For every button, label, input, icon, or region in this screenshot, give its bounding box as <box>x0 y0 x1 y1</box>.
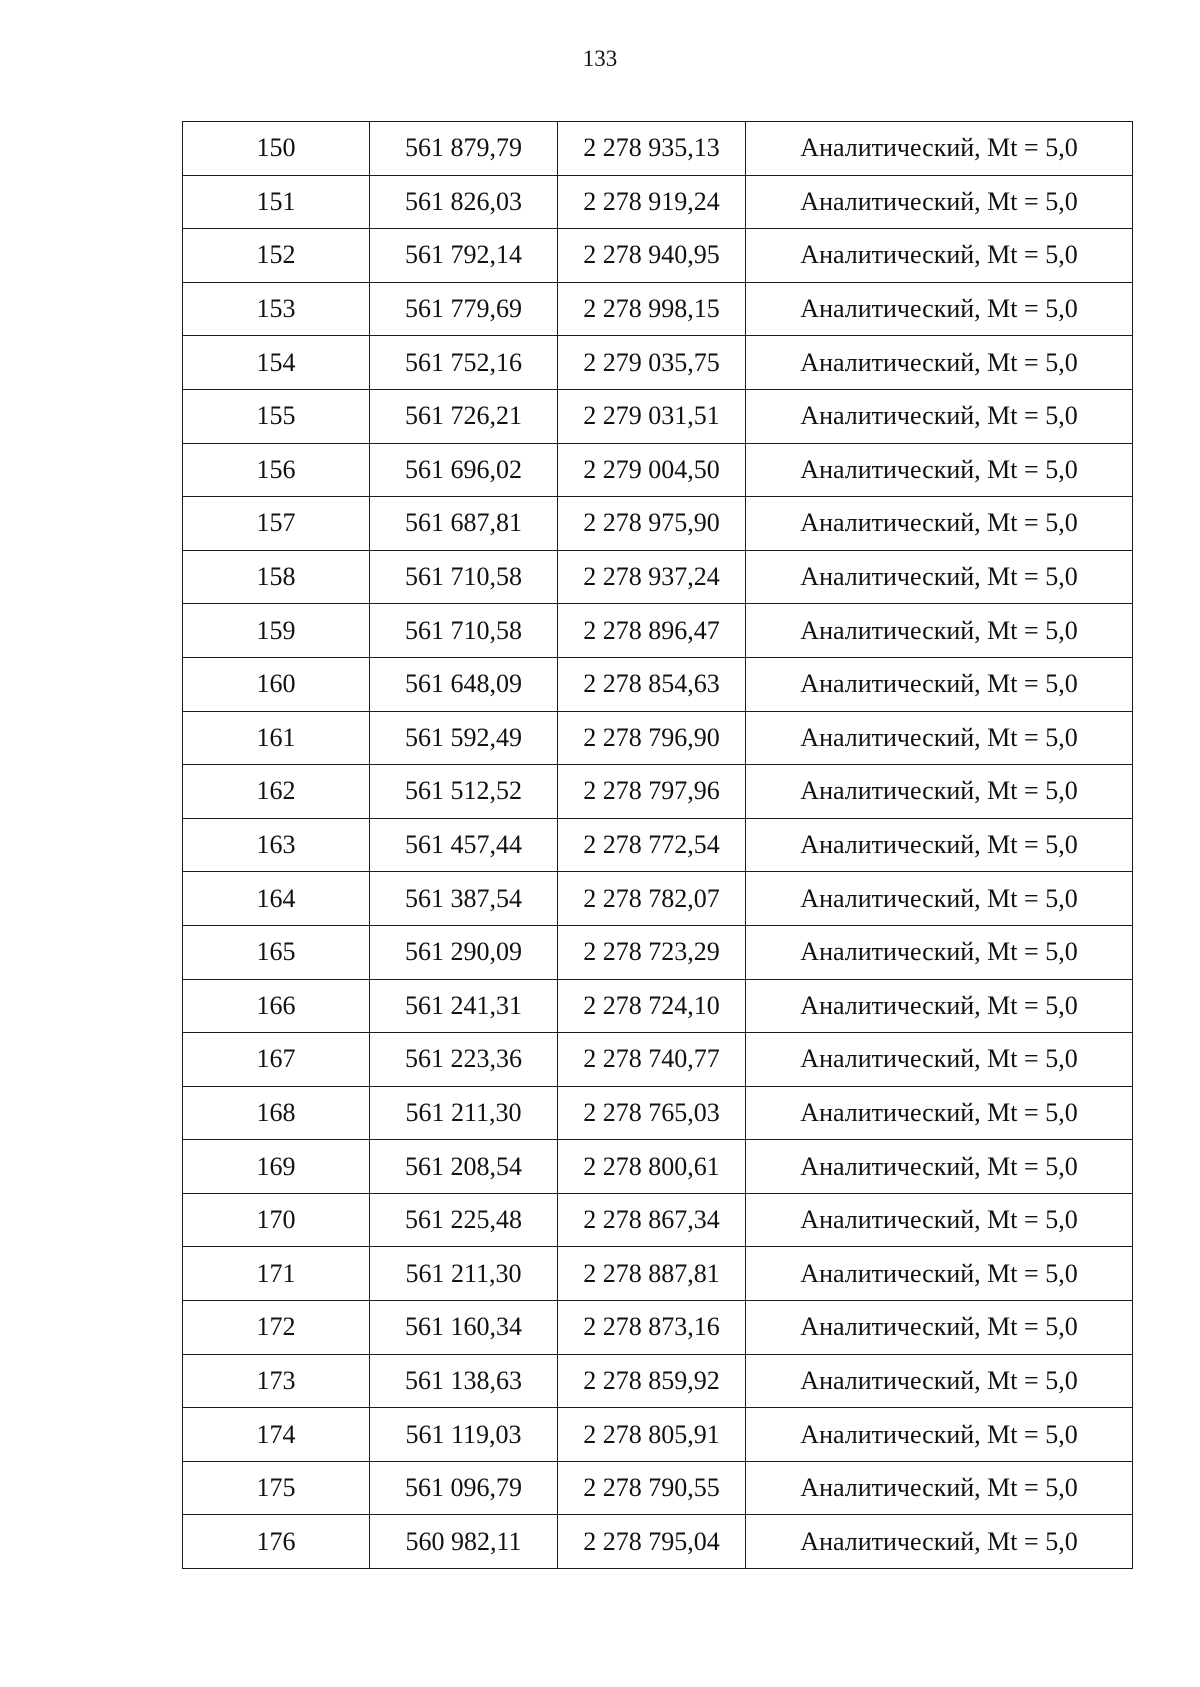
table-row <box>183 604 1133 658</box>
y-coordinate-cell: 2 278 896,47 <box>558 604 746 658</box>
y-coordinate-cell: 2 279 035,75 <box>558 336 746 390</box>
table-row <box>183 1301 1133 1355</box>
method-cell: Аналитический, Mt = 5,0 <box>746 1461 1133 1515</box>
y-coordinate-cell: 2 278 805,91 <box>558 1408 746 1462</box>
x-coordinate-cell: 561 512,52 <box>370 765 558 819</box>
table-row <box>183 1247 1133 1301</box>
table-row <box>183 389 1133 443</box>
y-coordinate-cell: 2 278 782,07 <box>558 872 746 926</box>
y-coordinate-cell: 2 278 998,15 <box>558 282 746 336</box>
x-coordinate-cell: 561 710,58 <box>370 604 558 658</box>
x-coordinate-cell: 561 290,09 <box>370 925 558 979</box>
x-coordinate-cell: 561 387,54 <box>370 872 558 926</box>
y-coordinate-cell: 2 278 772,54 <box>558 818 746 872</box>
x-coordinate-cell: 561 792,14 <box>370 229 558 283</box>
x-coordinate-cell: 560 982,11 <box>370 1515 558 1569</box>
table-row <box>183 336 1133 390</box>
method-cell: Аналитический, Mt = 5,0 <box>746 1033 1133 1087</box>
point-number-cell: 171 <box>183 1247 370 1301</box>
method-cell: Аналитический, Mt = 5,0 <box>746 1301 1133 1355</box>
y-coordinate-cell: 2 278 800,61 <box>558 1140 746 1194</box>
y-coordinate-cell: 2 279 004,50 <box>558 443 746 497</box>
x-coordinate-cell: 561 826,03 <box>370 175 558 229</box>
point-number-cell: 168 <box>183 1086 370 1140</box>
method-cell: Аналитический, Mt = 5,0 <box>746 979 1133 1033</box>
point-number-cell: 155 <box>183 389 370 443</box>
y-coordinate-cell: 2 278 797,96 <box>558 765 746 819</box>
x-coordinate-cell: 561 096,79 <box>370 1461 558 1515</box>
x-coordinate-cell: 561 241,31 <box>370 979 558 1033</box>
x-coordinate-cell: 561 687,81 <box>370 497 558 551</box>
method-cell: Аналитический, Mt = 5,0 <box>746 711 1133 765</box>
point-number-cell: 172 <box>183 1301 370 1355</box>
point-number-cell: 157 <box>183 497 370 551</box>
table-row <box>183 175 1133 229</box>
method-cell: Аналитический, Mt = 5,0 <box>746 1354 1133 1408</box>
point-number-cell: 170 <box>183 1193 370 1247</box>
method-cell: Аналитический, Mt = 5,0 <box>746 1247 1133 1301</box>
x-coordinate-cell: 561 696,02 <box>370 443 558 497</box>
table-row <box>183 122 1133 176</box>
method-cell: Аналитический, Mt = 5,0 <box>746 872 1133 926</box>
method-cell: Аналитический, Mt = 5,0 <box>746 604 1133 658</box>
method-cell: Аналитический, Mt = 5,0 <box>746 175 1133 229</box>
y-coordinate-cell: 2 278 887,81 <box>558 1247 746 1301</box>
table-row <box>183 1086 1133 1140</box>
point-number-cell: 175 <box>183 1461 370 1515</box>
table-row <box>183 872 1133 926</box>
x-coordinate-cell: 561 138,63 <box>370 1354 558 1408</box>
point-number-cell: 152 <box>183 229 370 283</box>
y-coordinate-cell: 2 278 724,10 <box>558 979 746 1033</box>
method-cell: Аналитический, Mt = 5,0 <box>746 765 1133 819</box>
point-number-cell: 165 <box>183 925 370 979</box>
y-coordinate-cell: 2 278 859,92 <box>558 1354 746 1408</box>
y-coordinate-cell: 2 278 854,63 <box>558 657 746 711</box>
table-row <box>183 657 1133 711</box>
x-coordinate-cell: 561 710,58 <box>370 550 558 604</box>
point-number-cell: 164 <box>183 872 370 926</box>
x-coordinate-cell: 561 879,79 <box>370 122 558 176</box>
method-cell: Аналитический, Mt = 5,0 <box>746 389 1133 443</box>
table-row <box>183 1033 1133 1087</box>
y-coordinate-cell: 2 278 867,34 <box>558 1193 746 1247</box>
table-row <box>183 979 1133 1033</box>
table-row <box>183 229 1133 283</box>
point-number-cell: 156 <box>183 443 370 497</box>
point-number-cell: 169 <box>183 1140 370 1194</box>
method-cell: Аналитический, Mt = 5,0 <box>746 1193 1133 1247</box>
y-coordinate-cell: 2 278 935,13 <box>558 122 746 176</box>
method-cell: Аналитический, Mt = 5,0 <box>746 282 1133 336</box>
method-cell: Аналитический, Mt = 5,0 <box>746 818 1133 872</box>
point-number-cell: 153 <box>183 282 370 336</box>
x-coordinate-cell: 561 225,48 <box>370 1193 558 1247</box>
table-row <box>183 925 1133 979</box>
y-coordinate-cell: 2 278 940,95 <box>558 229 746 283</box>
point-number-cell: 176 <box>183 1515 370 1569</box>
y-coordinate-cell: 2 278 795,04 <box>558 1515 746 1569</box>
table-row <box>183 443 1133 497</box>
method-cell: Аналитический, Mt = 5,0 <box>746 1515 1133 1569</box>
y-coordinate-cell: 2 278 919,24 <box>558 175 746 229</box>
method-cell: Аналитический, Mt = 5,0 <box>746 122 1133 176</box>
point-number-cell: 163 <box>183 818 370 872</box>
table-row <box>183 1193 1133 1247</box>
x-coordinate-cell: 561 119,03 <box>370 1408 558 1462</box>
method-cell: Аналитический, Mt = 5,0 <box>746 925 1133 979</box>
point-number-cell: 167 <box>183 1033 370 1087</box>
x-coordinate-cell: 561 726,21 <box>370 389 558 443</box>
method-cell: Аналитический, Mt = 5,0 <box>746 1408 1133 1462</box>
table-row <box>183 1461 1133 1515</box>
y-coordinate-cell: 2 279 031,51 <box>558 389 746 443</box>
point-number-cell: 174 <box>183 1408 370 1462</box>
x-coordinate-cell: 561 211,30 <box>370 1086 558 1140</box>
y-coordinate-cell: 2 278 723,29 <box>558 925 746 979</box>
method-cell: Аналитический, Mt = 5,0 <box>746 229 1133 283</box>
point-number-cell: 150 <box>183 122 370 176</box>
x-coordinate-cell: 561 648,09 <box>370 657 558 711</box>
x-coordinate-cell: 561 160,34 <box>370 1301 558 1355</box>
table-row <box>183 711 1133 765</box>
method-cell: Аналитический, Mt = 5,0 <box>746 1140 1133 1194</box>
table-row <box>183 818 1133 872</box>
table-row <box>183 1408 1133 1462</box>
point-number-cell: 154 <box>183 336 370 390</box>
coordinates-table-body <box>183 122 1133 1569</box>
method-cell: Аналитический, Mt = 5,0 <box>746 497 1133 551</box>
point-number-cell: 161 <box>183 711 370 765</box>
y-coordinate-cell: 2 278 937,24 <box>558 550 746 604</box>
point-number-cell: 160 <box>183 657 370 711</box>
x-coordinate-cell: 561 208,54 <box>370 1140 558 1194</box>
y-coordinate-cell: 2 278 765,03 <box>558 1086 746 1140</box>
point-number-cell: 173 <box>183 1354 370 1408</box>
coordinates-table <box>182 121 1133 1569</box>
point-number-cell: 162 <box>183 765 370 819</box>
method-cell: Аналитический, Mt = 5,0 <box>746 550 1133 604</box>
method-cell: Аналитический, Mt = 5,0 <box>746 443 1133 497</box>
y-coordinate-cell: 2 278 975,90 <box>558 497 746 551</box>
point-number-cell: 151 <box>183 175 370 229</box>
x-coordinate-cell: 561 223,36 <box>370 1033 558 1087</box>
point-number-cell: 166 <box>183 979 370 1033</box>
page-number: 133 <box>582 46 618 71</box>
table-row <box>183 765 1133 819</box>
point-number-cell: 159 <box>183 604 370 658</box>
x-coordinate-cell: 561 592,49 <box>370 711 558 765</box>
method-cell: Аналитический, Mt = 5,0 <box>746 1086 1133 1140</box>
x-coordinate-cell: 561 779,69 <box>370 282 558 336</box>
x-coordinate-cell: 561 752,16 <box>370 336 558 390</box>
table-row <box>183 282 1133 336</box>
point-number-cell: 158 <box>183 550 370 604</box>
x-coordinate-cell: 561 211,30 <box>370 1247 558 1301</box>
table-row <box>183 497 1133 551</box>
table-row <box>183 550 1133 604</box>
table-row <box>183 1354 1133 1408</box>
y-coordinate-cell: 2 278 740,77 <box>558 1033 746 1087</box>
table-row <box>183 1140 1133 1194</box>
method-cell: Аналитический, Mt = 5,0 <box>746 336 1133 390</box>
y-coordinate-cell: 2 278 790,55 <box>558 1461 746 1515</box>
y-coordinate-cell: 2 278 873,16 <box>558 1301 746 1355</box>
x-coordinate-cell: 561 457,44 <box>370 818 558 872</box>
table-row <box>183 1515 1133 1569</box>
method-cell: Аналитический, Mt = 5,0 <box>746 657 1133 711</box>
y-coordinate-cell: 2 278 796,90 <box>558 711 746 765</box>
